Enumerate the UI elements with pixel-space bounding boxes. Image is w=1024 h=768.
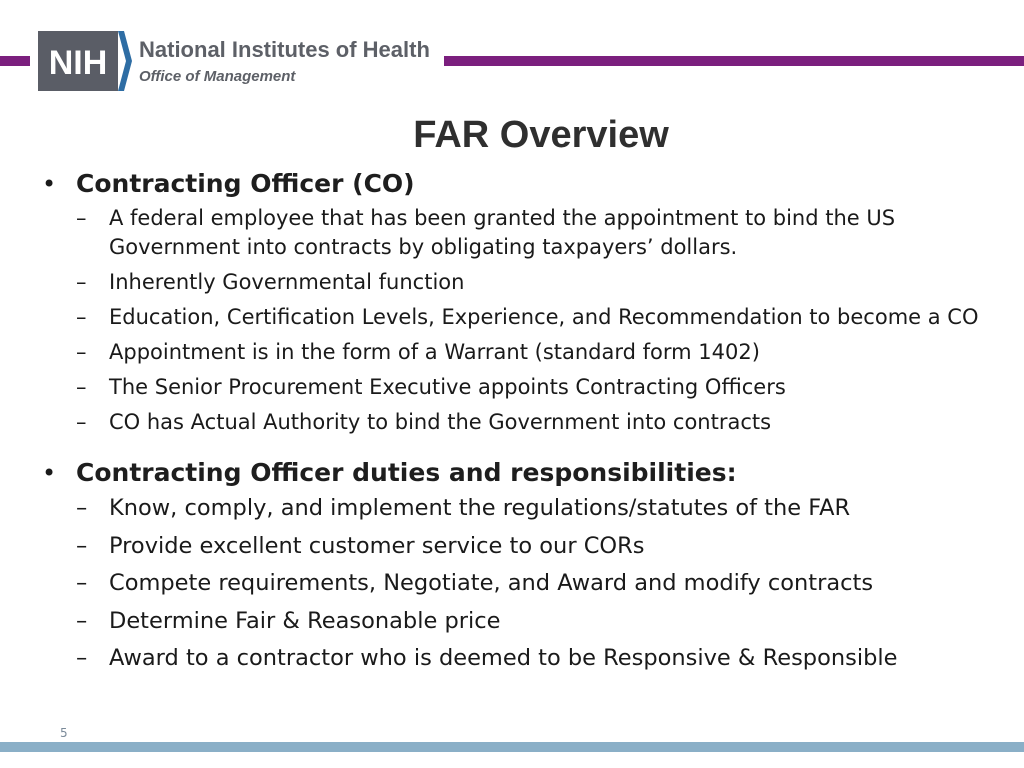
header-accent-bar-right: [444, 56, 1024, 66]
dash-glyph: –: [76, 270, 87, 294]
dash-glyph: –: [76, 607, 88, 634]
bullet-item: [42, 455, 982, 491]
sub-list-item: [76, 568, 982, 598]
sub-item-text: A federal employee that has been granted the appointment to bind the US Government into contracts by obligating taxpayers’ dollars.: [109, 206, 896, 259]
bullet-item: [42, 166, 982, 202]
org-name: National Institutes of Health: [139, 37, 430, 62]
sub-item-text: The Senior Procurement Executive appoints Contracting Officers: [109, 375, 786, 399]
bullet-glyph: •: [42, 170, 57, 198]
bullet-glyph: •: [42, 459, 57, 487]
sub-list: [76, 493, 982, 673]
sub-list-item: [76, 643, 982, 673]
dash-glyph: –: [76, 305, 87, 329]
sub-list-item: [76, 493, 982, 523]
sub-list-item: [76, 204, 982, 262]
sub-item-text: Determine Fair & Reasonable price: [109, 607, 501, 634]
nih-logo-mark-icon: [38, 31, 132, 91]
sub-item-text: Know, comply, and implement the regulations/statutes of the FAR: [109, 495, 851, 521]
dash-glyph: –: [76, 410, 87, 434]
slide-title: FAR Overview: [413, 114, 669, 156]
bullet-group-duties: [42, 455, 982, 673]
nih-logo: [38, 31, 438, 91]
sub-item-text: Inherently Governmental function: [109, 270, 465, 294]
sub-list-item: [76, 408, 982, 437]
sub-item-text: CO has Actual Authority to bind the Government into contracts: [109, 410, 772, 434]
page-number: 5: [60, 726, 68, 740]
sub-list-item: [76, 268, 982, 297]
sub-list: [76, 204, 982, 437]
footer-bar: [0, 742, 1024, 752]
office-name: Office of Management: [139, 68, 296, 85]
sub-item-text: Appointment is in the form of a Warrant (standard form 1402): [109, 340, 760, 364]
bullet-group-co: [42, 166, 982, 437]
bullet-label: Contracting Officer (CO): [76, 169, 415, 198]
dash-glyph: –: [76, 375, 87, 399]
dash-glyph: –: [76, 340, 87, 364]
logo-mark-text: NIH: [48, 44, 108, 82]
sub-item-text: Provide excellent customer service to our CORs: [109, 532, 645, 559]
dash-glyph: –: [76, 495, 88, 521]
slide-body: [42, 166, 982, 673]
dash-glyph: –: [76, 645, 88, 671]
sub-list-item: [76, 531, 982, 561]
sub-item-text: Award to a contractor who is deemed to be Responsive & Responsible: [109, 645, 898, 671]
dash-glyph: –: [76, 570, 88, 596]
sub-list-item: [76, 303, 982, 332]
bullet-label: Contracting Officer duties and responsibilities:: [76, 458, 737, 487]
header-accent-bar-left: [0, 56, 30, 66]
sub-item-text: Compete requirements, Negotiate, and Award and modify contracts: [109, 570, 874, 596]
sub-list-item: [76, 373, 982, 402]
dash-glyph: –: [76, 532, 88, 559]
sub-list-item: [76, 338, 982, 367]
sub-list-item: [76, 606, 982, 636]
dash-glyph: –: [76, 206, 87, 230]
sub-item-text: Education, Certification Levels, Experience, and Recommendation to become a CO: [109, 305, 979, 329]
